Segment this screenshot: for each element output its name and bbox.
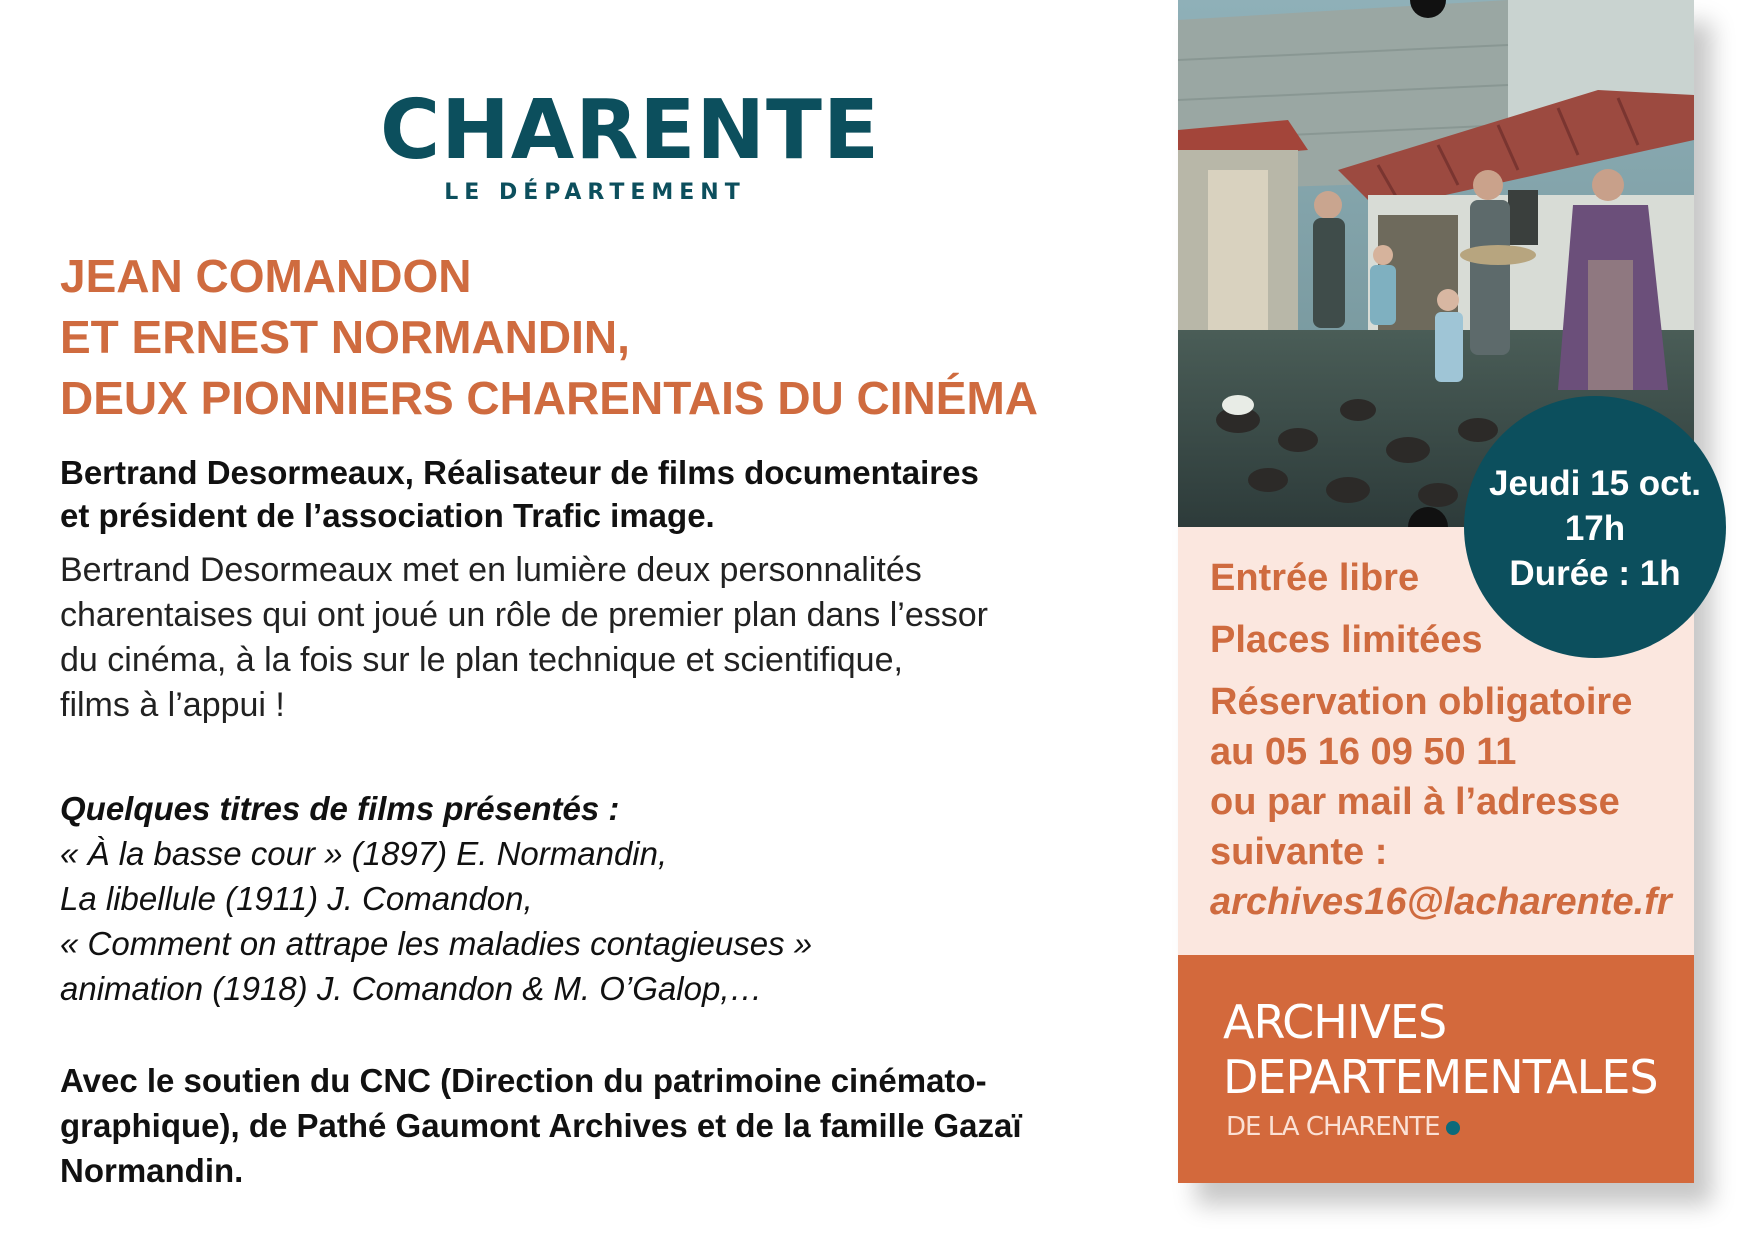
- mail-instruction: ou par mail à l’adresse: [1210, 781, 1620, 823]
- support-credits: [60, 1058, 1022, 1193]
- charente-logo: [380, 83, 880, 205]
- archives-logo-line3-text: DE LA CHARENTE: [1226, 1112, 1440, 1142]
- archives-logo-line2: DEPARTEMENTALES: [1223, 1050, 1658, 1104]
- event-date: Jeudi 15 oct.: [1488, 464, 1702, 503]
- description-line: du cinéma, à la fois sur le plan technique et scientifique,: [60, 641, 903, 679]
- film-list-heading: Quelques titres de films présentés :: [60, 790, 620, 827]
- film-item: animation (1918) J. Comandon & M. O’Galop,…: [60, 970, 763, 1007]
- phone-number: au 05 16 09 50 11: [1210, 731, 1517, 773]
- dot-icon: [1446, 1121, 1460, 1135]
- description-line: charentaises qui ont joué un rôle de premier plan dans l’essor: [60, 596, 988, 634]
- speaker-line: et président de l’association Trafic image.: [60, 497, 715, 534]
- event-duration: Durée : 1h: [1509, 554, 1681, 593]
- speaker-info: [60, 451, 979, 537]
- logo-wordmark: CHARENTE: [380, 83, 880, 178]
- speaker-line: Bertrand Desormeaux, Réalisateur de films documentaires: [60, 454, 979, 491]
- archives-logo-line1: ARCHIVES: [1223, 995, 1447, 1049]
- archives-logo: [1178, 955, 1694, 1183]
- film-list: [60, 786, 812, 1011]
- event-description: [60, 548, 988, 728]
- logo-subtitle: LE DÉPARTEMENT: [444, 180, 746, 205]
- description-line: Bertrand Desormeaux met en lumière deux personnalités: [60, 551, 922, 589]
- event-title: [60, 246, 1038, 429]
- support-line: graphique), de Pathé Gaumont Archives et de la famille Gazaï: [60, 1107, 1022, 1144]
- date-badge: [1464, 396, 1726, 658]
- reservation-required: Réservation obligatoire: [1210, 681, 1633, 723]
- title-line: ET ERNEST NORMANDIN,: [60, 311, 630, 363]
- film-item: « À la basse cour » (1897) E. Normandin,: [60, 835, 668, 872]
- title-line: DEUX PIONNIERS CHARENTAIS DU CINÉMA: [60, 372, 1038, 424]
- archives-logo-line3: [1226, 1112, 1460, 1142]
- support-line: Avec le soutien du CNC (Direction du patrimoine cinémato-: [60, 1062, 987, 1099]
- event-time: 17h: [1564, 509, 1626, 548]
- description-line: films à l’appui !: [60, 686, 285, 724]
- entry-free: Entrée libre: [1210, 557, 1420, 599]
- film-item: La libellule (1911) J. Comandon,: [60, 880, 533, 917]
- contact-email[interactable]: archives16@lacharente.fr: [1210, 881, 1672, 923]
- title-line: JEAN COMANDON: [60, 250, 472, 302]
- mail-instruction-cont: suivante :: [1210, 831, 1388, 873]
- film-item: « Comment on attrape les maladies contagieuses »: [60, 925, 813, 962]
- support-line: Normandin.: [60, 1152, 244, 1189]
- limited-places: Places limitées: [1210, 619, 1483, 661]
